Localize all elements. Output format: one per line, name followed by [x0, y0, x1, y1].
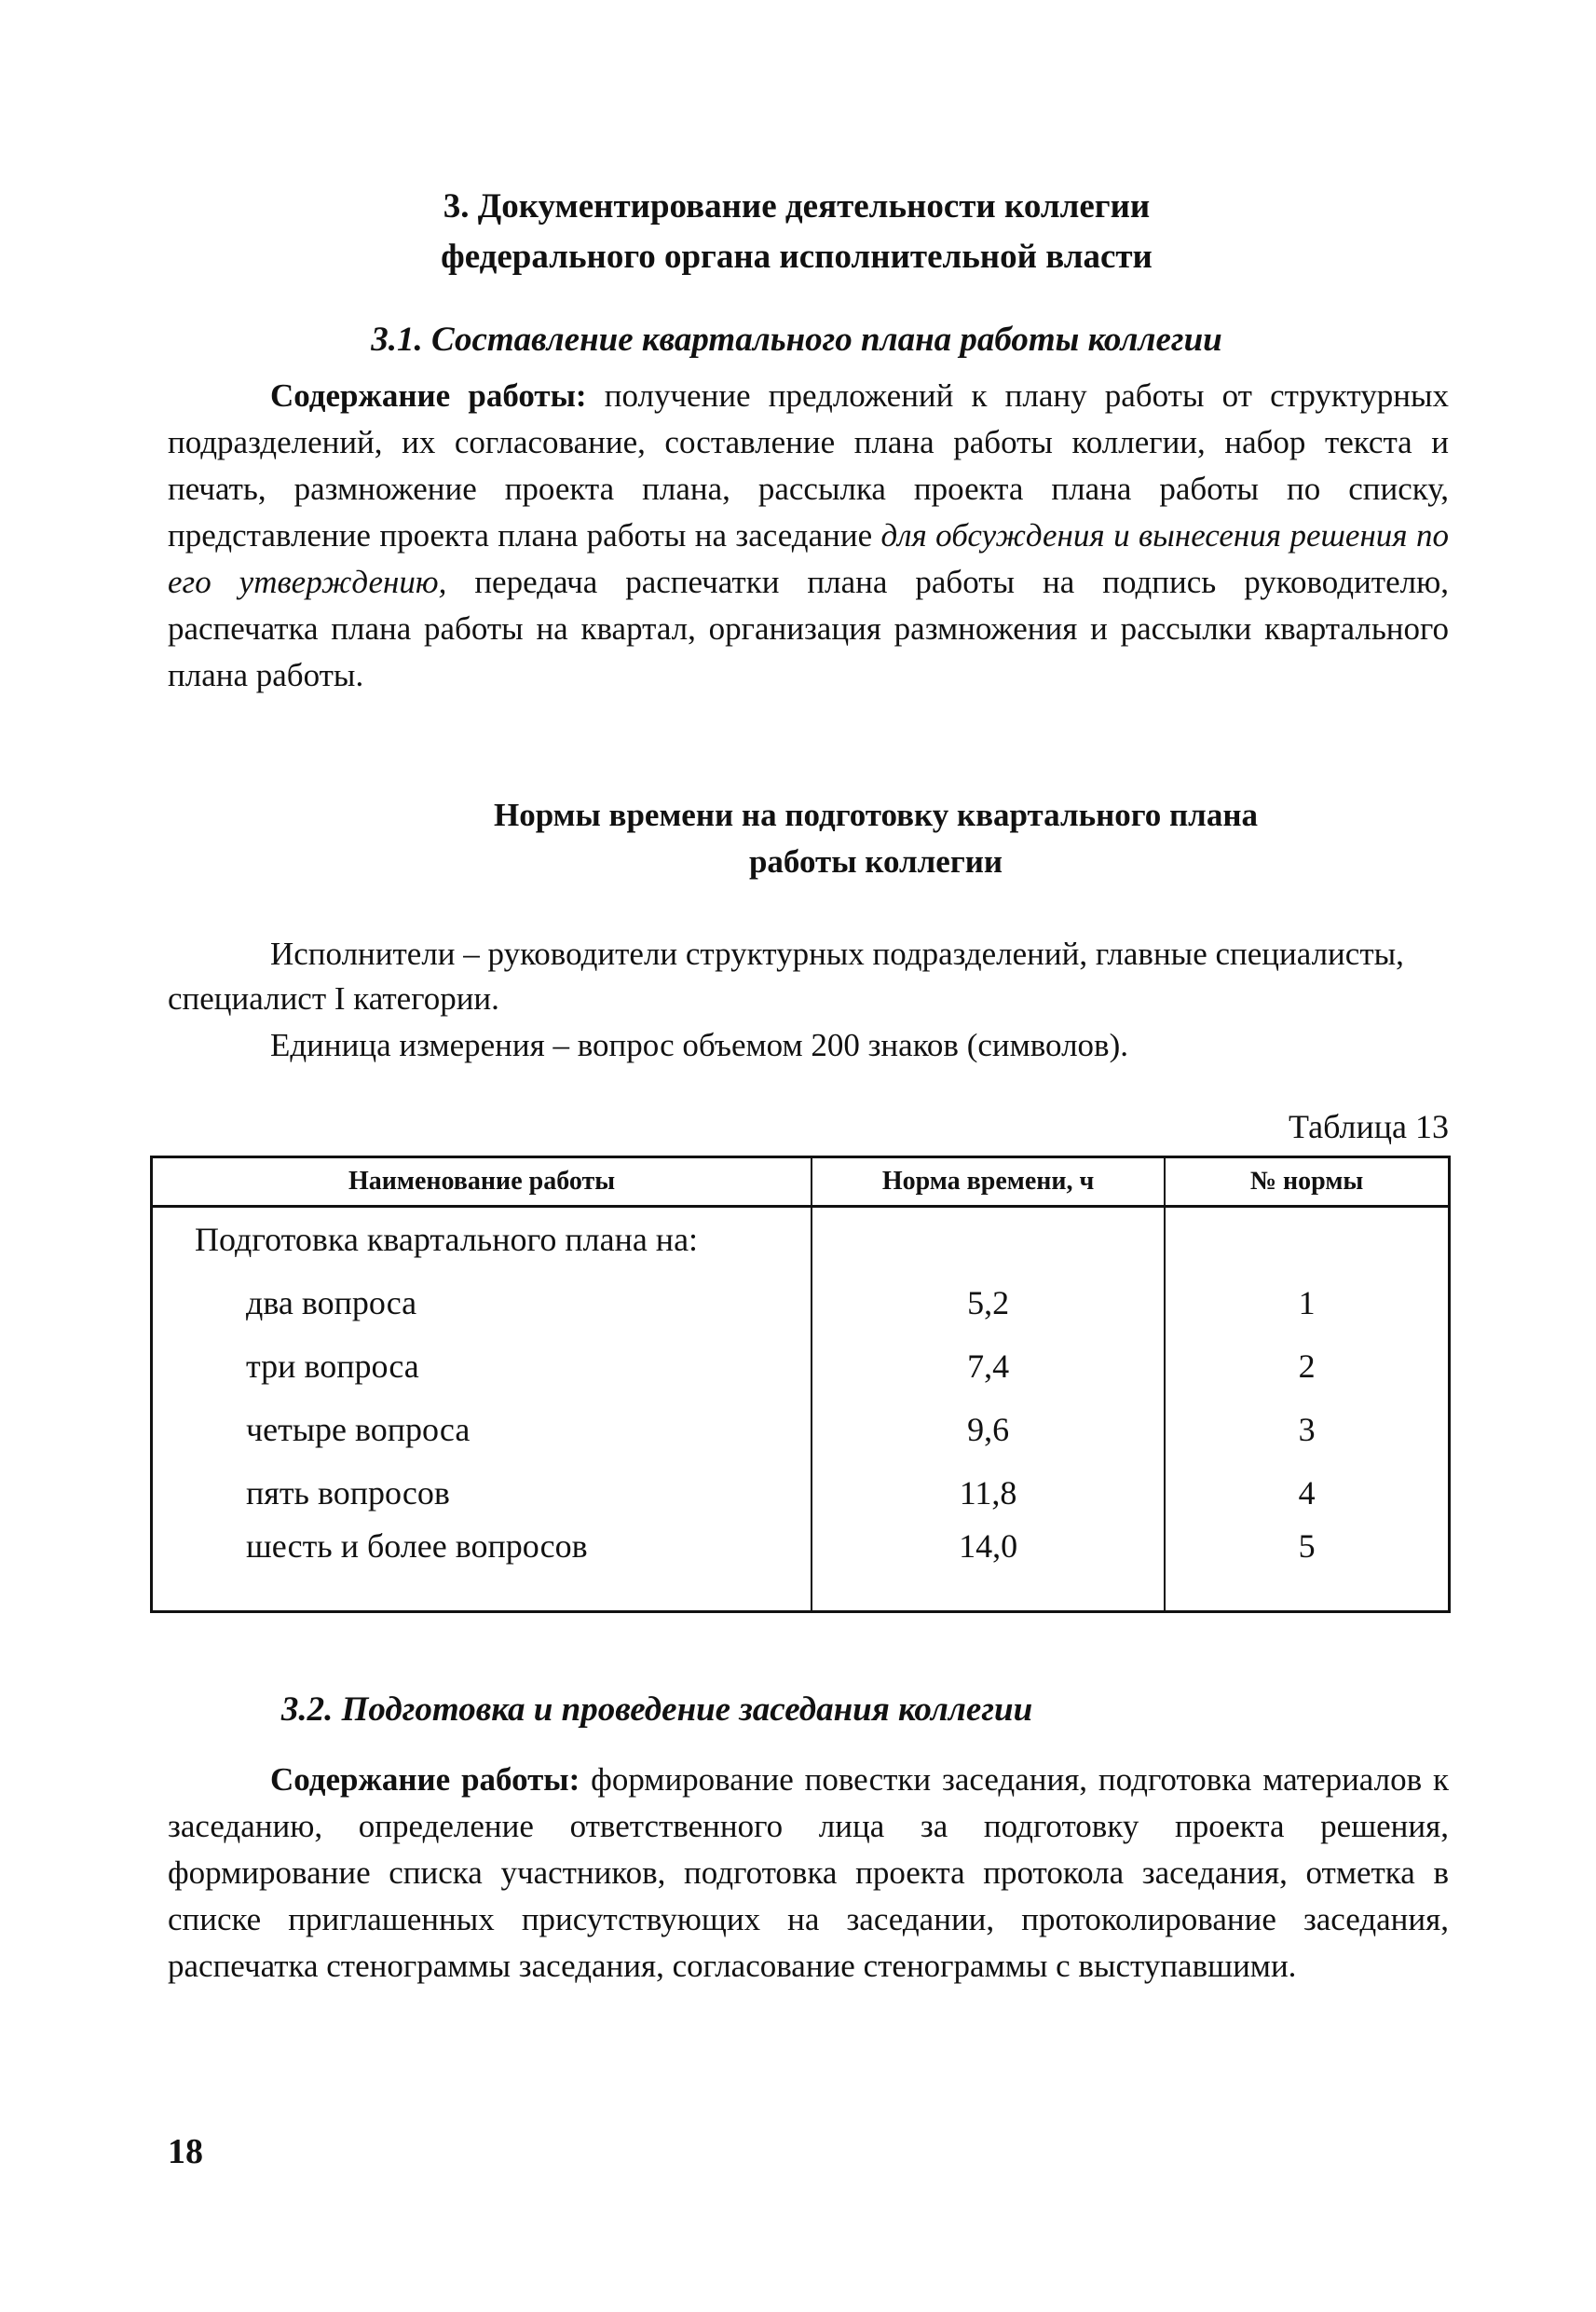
header-norm-number: № нормы	[1165, 1157, 1449, 1207]
table-row	[152, 1461, 1450, 1525]
row-name: шесть и более вопросов	[152, 1525, 812, 1612]
unit-text: Единица измерения – вопрос объемом 200 знаков (символов).	[270, 1027, 1128, 1063]
content-label: Содержание работы:	[270, 1761, 580, 1798]
table-row	[152, 1398, 1450, 1461]
group-label: Подготовка квартального плана на:	[152, 1207, 812, 1272]
subsection-2-paragraph	[168, 1757, 1449, 1990]
subsection-2-heading: 3.2. Подготовка и проведение заседания коллегии	[280, 1690, 1033, 1729]
row-name: четыре вопроса	[152, 1398, 812, 1461]
section-title-line-2: федерального органа исполнительной власти	[441, 238, 1153, 276]
paragraph-text-a: получение предложений к плану работы от структурных подразделений, их согласование, составление плана работы коллегии, набор текста и печать, размножение проекта плана, рассылка проекта плана работы по списку, представление проекта плана работы на заседание	[168, 377, 1449, 554]
header-time-norm: Норма времени, ч	[812, 1157, 1165, 1207]
paragraph-text: формирование повестки заседания, подготовка материалов к заседанию, определение ответственного лица за подготовку проекта решения, формирование списка участников, подготовка проекта протокола заседания, отметка в списке приглашенных присутствующих на заседании, протоколирование заседания, распечатка стенограммы заседания, согласование стенограммы с выступавшими.	[168, 1761, 1449, 1984]
norms-info	[168, 932, 1449, 1068]
row-time: 7,4	[812, 1334, 1165, 1398]
norms-heading	[168, 792, 1584, 885]
section-title	[168, 182, 1425, 282]
page-number: 18	[168, 2132, 203, 2171]
table-group-row	[152, 1207, 1450, 1272]
row-norm: 5	[1165, 1525, 1449, 1612]
table-row	[152, 1271, 1450, 1334]
subsection-1-paragraph	[168, 373, 1449, 699]
row-name: пять вопросов	[152, 1461, 812, 1525]
row-norm: 3	[1165, 1398, 1449, 1461]
row-name: два вопроса	[152, 1271, 812, 1334]
performers-text: Исполнители – руководители структурных подразделений, главные специалисты, специалист I категории.	[168, 936, 1404, 1017]
row-time: 14,0	[812, 1525, 1165, 1612]
paragraph-text-b: передача распечатки плана работы на подпись руководителю, распечатка плана работы на квартал, организация размножения и рассылки квартального плана работы.	[168, 564, 1449, 693]
norms-heading-line-2: работы коллегии	[748, 843, 1003, 880]
row-norm: 2	[1165, 1334, 1449, 1398]
content-label: Содержание работы:	[270, 377, 587, 414]
header-work-name: Наименование работы	[152, 1157, 812, 1207]
norms-table	[150, 1156, 1451, 1613]
table-row	[152, 1334, 1450, 1398]
row-norm: 4	[1165, 1461, 1449, 1525]
table-caption: Таблица 13	[1289, 1108, 1449, 1145]
section-title-line-1: 3. Документирование деятельности коллегии	[443, 187, 1151, 226]
row-time: 9,6	[812, 1398, 1165, 1461]
table-header-row	[152, 1157, 1450, 1207]
row-time: 11,8	[812, 1461, 1165, 1525]
row-time: 5,2	[812, 1271, 1165, 1334]
row-name: три вопроса	[152, 1334, 812, 1398]
paragraph-text-italic: для обсуждения и вынесения решения по его утверждению,	[168, 517, 1449, 600]
subsection-1-heading: 3.1. Составление квартального плана работы коллегии	[371, 321, 1222, 359]
norms-heading-line-1: Нормы времени на подготовку квартального плана	[493, 797, 1258, 833]
row-norm: 1	[1165, 1271, 1449, 1334]
table-row	[152, 1525, 1450, 1612]
